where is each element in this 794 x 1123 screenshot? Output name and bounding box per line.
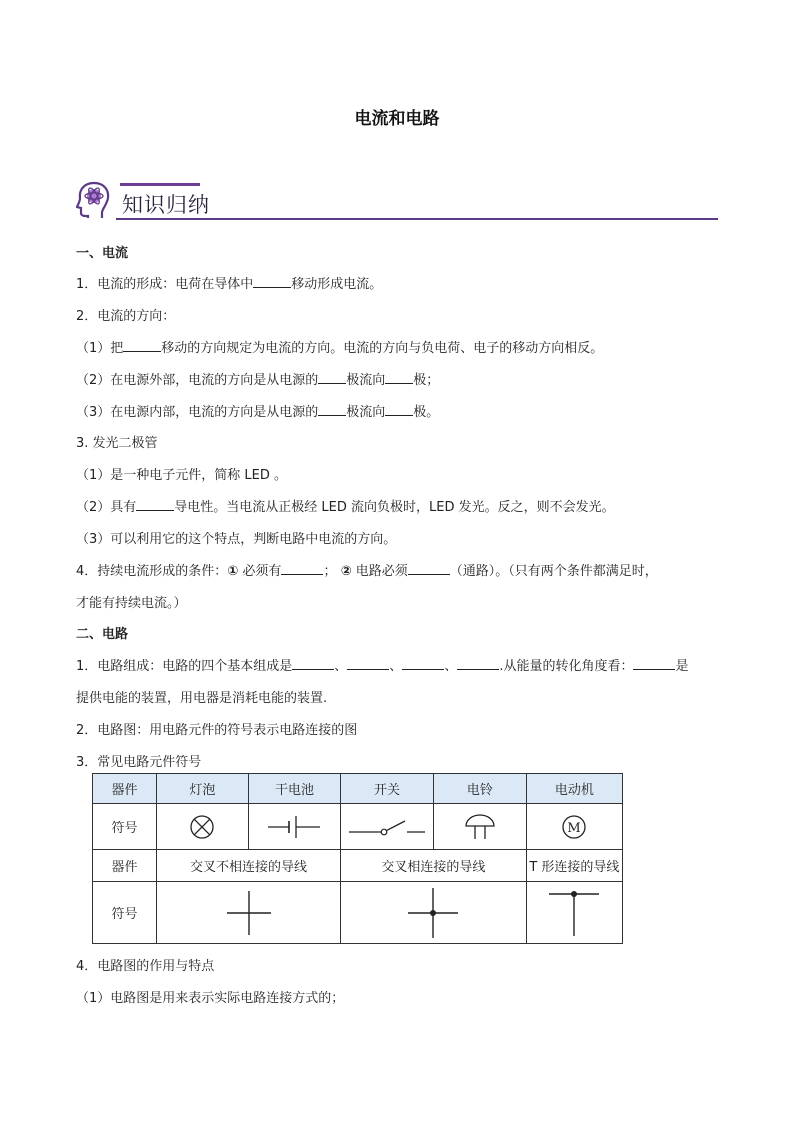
table-header-cell: 灯泡 <box>157 774 249 804</box>
row-label: 符号 <box>93 804 157 850</box>
brain-head-icon <box>76 180 112 218</box>
current-direction-title: 2．电流的方向： <box>76 309 176 324</box>
common-symbols-title: 3．常见电路元件符号 <box>76 755 202 770</box>
direction-rule-1: （1）把 移动的方向规定为电流的方向。电流的方向与负电荷、电子的移动方向相反。 <box>76 337 603 356</box>
lamp-symbol-icon <box>187 812 217 842</box>
circuit-composition: 1．电路组成：电路的四个基本组成是 、 、 、 .从能量的转化角度看： 是 <box>76 655 688 674</box>
direction-rule-3: （3）在电源内部，电流的方向是从电源的 极流向 极。 <box>76 401 439 420</box>
symbol-table <box>92 773 623 944</box>
table-header-cell: 器件 <box>93 850 157 882</box>
diagram-features-title: 4．电路图的作用与特点 <box>76 959 215 974</box>
table-header-cell: 交叉相连接的导线 <box>341 850 527 882</box>
continuous-current-conditions: 4．持续电流形成的条件：① 必须有 ； ② 电路必须 （通路）。（只有两个条件都满足时， <box>76 560 658 579</box>
table-header-cell: T 形连接的导线 <box>526 850 622 882</box>
bell-symbol-icon <box>462 813 498 841</box>
page-title: 电流和电路 <box>354 109 440 129</box>
continuous-current-note: 才能有持续电流。） <box>76 596 187 611</box>
circuit-diagram-def: 2．电路图：用电路元件的符号表示电路连接的图 <box>76 723 358 738</box>
fill-blank <box>318 402 346 416</box>
battery-symbol-icon <box>266 814 322 840</box>
fill-blank <box>292 656 334 670</box>
crossing-unconnected-wire-icon <box>224 888 274 938</box>
led-title: 3. 发光二极管 <box>76 436 158 451</box>
fill-blank <box>253 274 291 288</box>
fill-blank <box>347 656 389 670</box>
diagram-feature-1: （1）电路图是用来表示实际电路连接方式的； <box>76 991 345 1006</box>
section-header <box>76 178 718 224</box>
table-header-cell: 器件 <box>93 774 157 804</box>
header-accent-bar <box>120 183 200 186</box>
fill-blank <box>318 370 346 384</box>
section-header-text: 知识归纳 <box>122 193 210 217</box>
table-header-cell: 开关 <box>341 774 434 804</box>
current-formation: 1．电流的形成：电荷在导体中 移动形成电流。 <box>76 273 382 292</box>
fill-blank <box>385 402 413 416</box>
motor-symbol-icon <box>559 812 589 842</box>
motor-letter: M <box>567 820 582 836</box>
led-point-3: （3）可以利用它的这个特点，判断电路中电流的方向。 <box>76 532 397 547</box>
led-point-2: （2）具有 导电性。当电流从正极经 LED 流向负极时，LED 发光。反之，则不会发光。 <box>76 496 615 515</box>
table-header-cell: 电铃 <box>433 774 526 804</box>
fill-blank <box>281 561 323 575</box>
heading-circuit: 二、电路 <box>76 627 129 642</box>
crossing-connected-wire-icon <box>406 886 460 940</box>
circuit-composition-cont: 提供电能的装置，用电器是消耗电能的装置. <box>76 691 328 706</box>
fill-blank <box>402 656 444 670</box>
direction-rule-2: （2）在电源外部，电流的方向是从电源的 极流向 极； <box>76 369 439 388</box>
fill-blank <box>633 656 675 670</box>
t-junction-wire-icon <box>547 888 601 938</box>
switch-symbol-icon <box>347 815 427 839</box>
table-header-cell: 交叉不相连接的导线 <box>157 850 341 882</box>
header-underline <box>116 218 718 220</box>
table-header-cell: 电动机 <box>526 774 622 804</box>
fill-blank <box>136 497 174 511</box>
row-label: 符号 <box>93 882 157 944</box>
fill-blank <box>123 338 161 352</box>
fill-blank <box>408 561 450 575</box>
led-point-1: （1）是一种电子元件，简称 LED 。 <box>76 468 288 483</box>
table-header-cell: 干电池 <box>248 774 340 804</box>
heading-current: 一、电流 <box>76 246 129 261</box>
fill-blank <box>457 656 499 670</box>
fill-blank <box>385 370 413 384</box>
